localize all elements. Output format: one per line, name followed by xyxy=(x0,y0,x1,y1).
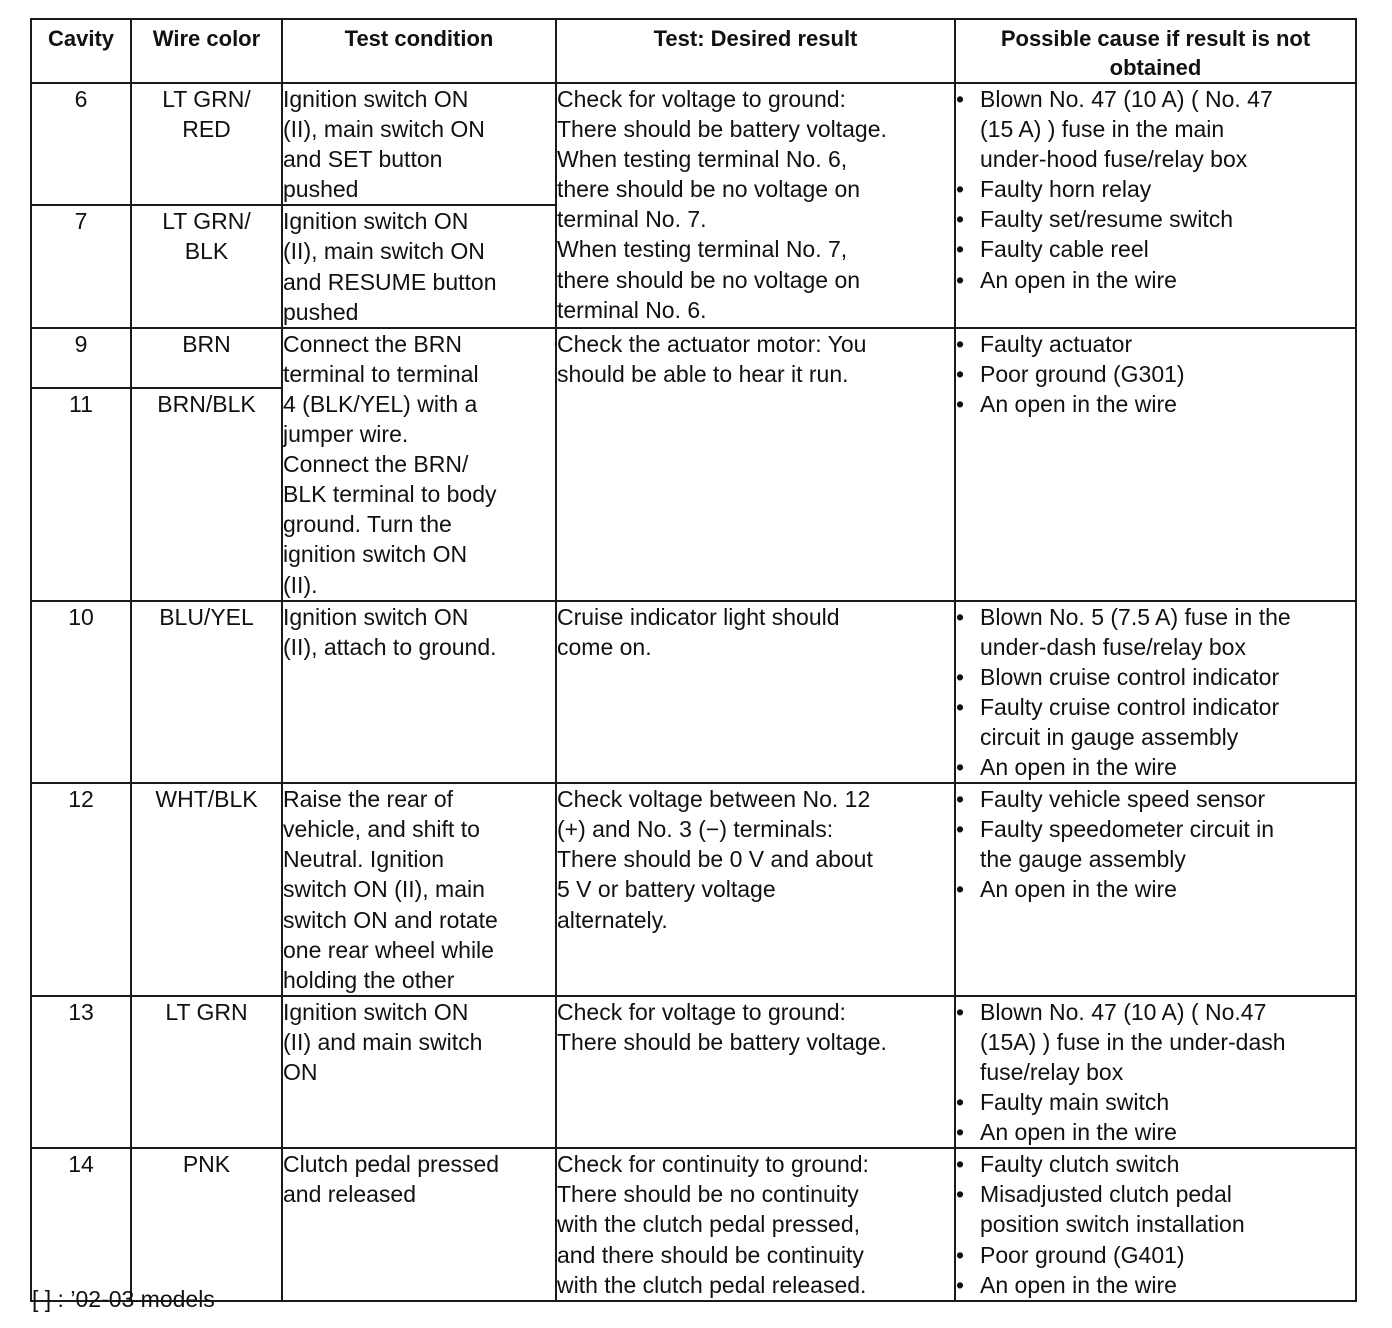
header-possible-cause: Possible cause if result is not obtained xyxy=(955,19,1356,83)
cavity-cell: 12 xyxy=(31,783,131,996)
wire-color-cell: PNK xyxy=(131,1148,282,1300)
cause-item: • Faulty vehicle speed sensor xyxy=(956,784,1355,814)
cause-item: • Faulty cable reel xyxy=(956,234,1355,264)
cause-item: • Poor ground (G301) xyxy=(956,359,1355,389)
table-row xyxy=(31,1148,1356,1300)
cause-list xyxy=(956,997,1355,1147)
possible-cause-cell xyxy=(955,328,1356,601)
test-condition-cell: Ignition switch ON (II) and main switch ON xyxy=(282,996,556,1148)
possible-cause-cell xyxy=(955,783,1356,996)
cause-list xyxy=(956,602,1355,783)
table-row xyxy=(31,996,1356,1148)
cause-list xyxy=(956,784,1355,904)
cause-item: • An open in the wire xyxy=(956,1270,1355,1300)
possible-cause-cell xyxy=(955,83,1356,328)
desired-result-cell: Check for voltage to ground: There should be battery voltage. xyxy=(556,996,955,1148)
wire-color-cell: BRN/BLK xyxy=(131,388,282,600)
possible-cause-cell xyxy=(955,996,1356,1148)
cause-item: • An open in the wire xyxy=(956,389,1355,419)
cause-item: • Faulty main switch xyxy=(956,1087,1355,1117)
cause-item: • Faulty set/resume switch xyxy=(956,204,1355,234)
test-condition-cell: Raise the rear of vehicle, and shift to Neutral. Ignition switch ON (II), main switch ON and rotate one rear wheel while holding the other xyxy=(282,783,556,996)
cause-list xyxy=(956,1149,1355,1299)
wire-color-cell: BLU/YEL xyxy=(131,601,282,784)
cause-item: • An open in the wire xyxy=(956,752,1355,782)
possible-cause-cell xyxy=(955,601,1356,784)
cause-item: • An open in the wire xyxy=(956,265,1355,295)
header-row xyxy=(31,19,1356,83)
cause-list xyxy=(956,329,1355,419)
wire-color-cell: LT GRN/ RED xyxy=(131,83,282,205)
desired-result-cell: Check for continuity to ground: There should be no continuity with the clutch pedal pressed, and there should be continuity with the clutch pedal released. xyxy=(556,1148,955,1300)
wire-color-cell: LT GRN/ BLK xyxy=(131,205,282,327)
cause-item: • An open in the wire xyxy=(956,874,1355,904)
troubleshooting-table xyxy=(30,18,1357,1302)
cause-item: • Faulty speedometer circuit in the gauge assembly xyxy=(956,814,1355,874)
test-condition-cell: Ignition switch ON (II), attach to ground. xyxy=(282,601,556,784)
header-desired-result: Test: Desired result xyxy=(556,19,955,83)
header-wire-color: Wire color xyxy=(131,19,282,83)
header-test-condition: Test condition xyxy=(282,19,556,83)
cause-item: • Blown No. 5 (7.5 A) fuse in the under-dash fuse/relay box xyxy=(956,602,1355,662)
cause-item: • Faulty cruise control indicator circuit in gauge assembly xyxy=(956,692,1355,752)
cause-item: • Blown No. 47 (10 A) ( No.47 (15A) ) fuse in the under-dash fuse/relay box xyxy=(956,997,1355,1087)
possible-cause-cell xyxy=(955,1148,1356,1300)
wire-color-cell: LT GRN xyxy=(131,996,282,1148)
cavity-cell: 9 xyxy=(31,328,131,389)
cavity-cell: 14 xyxy=(31,1148,131,1300)
desired-result-cell: Check for voltage to ground: There should be battery voltage. When testing terminal No. 6, there should be no voltage on terminal No. 7. When testing terminal No. 7, there should be no voltage on terminal No. 6. xyxy=(556,83,955,328)
table-row xyxy=(31,783,1356,996)
cause-item: • An open in the wire xyxy=(956,1117,1355,1147)
cause-item: • Blown cruise control indicator xyxy=(956,662,1355,692)
cause-item: • Blown No. 47 (10 A) ( No. 47 (15 A) ) fuse in the main under-hood fuse/relay box xyxy=(956,84,1355,174)
cavity-cell: 11 xyxy=(31,388,131,600)
desired-result-cell: Cruise indicator light should come on. xyxy=(556,601,955,784)
cause-list xyxy=(956,84,1355,295)
cause-item: • Misadjusted clutch pedal position switch installation xyxy=(956,1179,1355,1239)
desired-result-cell: Check voltage between No. 12 (+) and No. 3 (−) terminals: There should be 0 V and about 5 V or battery voltage alternately. xyxy=(556,783,955,996)
cause-item: • Faulty horn relay xyxy=(956,174,1355,204)
header-cavity: Cavity xyxy=(31,19,131,83)
cause-item: • Faulty actuator xyxy=(956,329,1355,359)
test-condition-cell: Connect the BRN terminal to terminal 4 (BLK/YEL) with a jumper wire. Connect the BRN/ BLK terminal to body ground. Turn the ignition switch ON (II). xyxy=(282,328,556,601)
table-row xyxy=(31,83,1356,205)
desired-result-cell: Check the actuator motor: You should be able to hear it run. xyxy=(556,328,955,601)
test-condition-cell: Clutch pedal pressed and released xyxy=(282,1148,556,1300)
wire-color-cell: BRN xyxy=(131,328,282,389)
footnote: [ ] : ’02-03 models xyxy=(32,1286,215,1312)
table-row xyxy=(31,328,1356,389)
table-row xyxy=(31,601,1356,784)
cavity-cell: 6 xyxy=(31,83,131,205)
test-condition-cell: Ignition switch ON (II), main switch ON and RESUME button pushed xyxy=(282,205,556,327)
cavity-cell: 7 xyxy=(31,205,131,327)
cavity-cell: 13 xyxy=(31,996,131,1148)
wire-color-cell: WHT/BLK xyxy=(131,783,282,996)
cause-item: • Poor ground (G401) xyxy=(956,1240,1355,1270)
cause-item: • Faulty clutch switch xyxy=(956,1149,1355,1179)
test-condition-cell: Ignition switch ON (II), main switch ON and SET button pushed xyxy=(282,83,556,205)
cavity-cell: 10 xyxy=(31,601,131,784)
